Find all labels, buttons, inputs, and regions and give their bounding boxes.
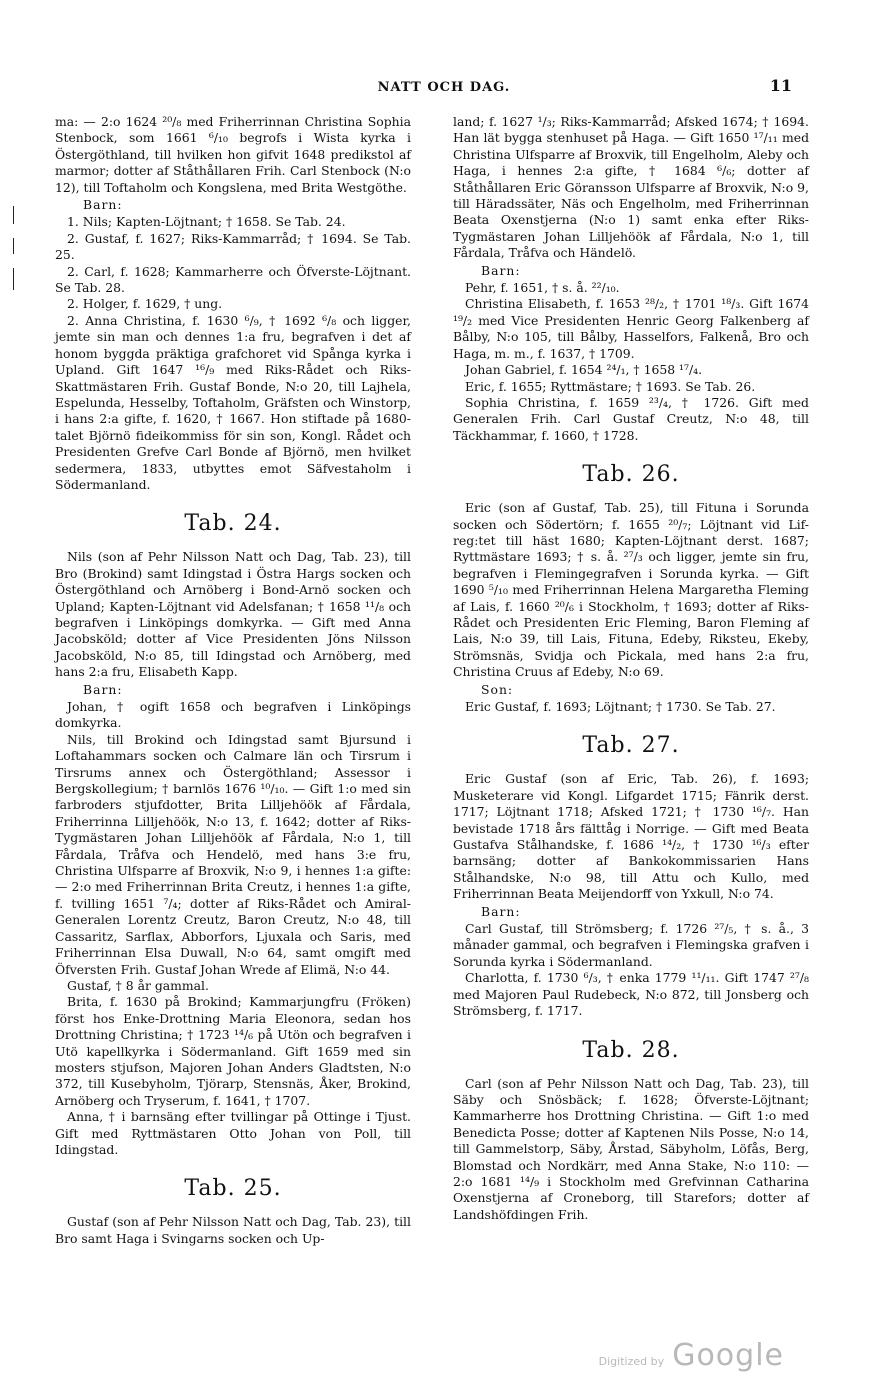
children-label: Barn: — [83, 197, 123, 213]
paragraph: Gustaf (son af Pehr Nilsson Natt och Dag, Tab. 23), till Bro samt Haga i Svingarns socken och Up- — [55, 1214, 411, 1246]
children-label: Barn: — [83, 681, 123, 697]
paragraph: land; f. 1627 ¹/₃; Riks-Kammarråd; Afsked 1674; † 1694. Han lät bygga stenhuset på Haga. — Gift 1650 ¹⁷/₁₁ med Christina Ulfsparre af Broxvik, till Engelholm, Aleby och Haga, i hennes 2:a gifte, † 1684 ⁶/₆; dotter af Ståthållaren Eric Göransson Ulfsparre af Broxvik, N:o 9, till Häradssäter, Näs och Engelholm, med Friherrinnan Beata Oxenstjerna (N:o 1) samt enka efter Riks-Tygmästaren Johan Lilljehöök af Fårdala, N:o 1, till Fårdala, Tråfva och Händelö. — [453, 114, 809, 261]
child-entry: Brita, f. 1630 på Brokind; Kammarjungfru (Fröken) först hos Enke-Drottning Maria Eleonora, sedan hos Drottning Christina; † 1723 ¹⁴/₆ på Utön och begrafven i Utö kapellkyrka i Södermanland. Gift 1659 med sin mosters stjufson, Majoren Johan Anders Gladtsten, N:o 372, till Kusebyholm, Tjörarp, Stensnäs, Åker, Brokind, Arnöberg och Tryserum, f. 1641, † 1707. — [55, 994, 411, 1108]
son-label: Son: — [481, 681, 514, 697]
child-entry: Johan Gabriel, f. 1654 ²⁴/₁, † 1658 ¹⁷/₄. — [465, 362, 703, 378]
child-entry: Eric, f. 1655; Ryttmästare; † 1693. Se Tab. 26. — [465, 378, 756, 394]
paragraph: Carl (son af Pehr Nilsson Natt och Dag, Tab. 23), till Säby och Snösbäck; f. 1628; Öfverste-Löjtnant; Kammarherre hos Drottning Christina. — Gift 1:o med Benedicta Posse; dotter af Kaptenen Nils Posse, N:o 14, till Gammelstorp, Säby, Årstad, Säbyholm, Löfås, Berg, Blomstad och Nordkärr, med Anna Stake, N:o 110: — 2:o 1681 ¹⁴/₉ i Stockholm med Grefvinnan Catharina Oxenstjerna af Croneborg, till Starefors; dotter af Landshöfdingen Frih. — [453, 1075, 809, 1222]
digitized-watermark — [599, 1338, 784, 1373]
child-entry: Christina Elisabeth, f. 1653 ²⁸/₂, † 1701 ¹⁸/₃. Gift 1674 ¹⁹/₂ med Vice Presidenten Henric Georg Falkenberg af Bålby, N:o 105, till Bålby, Hasselfors, Falkenå, Bro och Haga, m. m., f. 1637, † 1709. — [453, 296, 809, 361]
paragraph: Eric Gustaf (son af Eric, Tab. 26), f. 1693; Musketerare vid Kongl. Lifgardet 1715; Fänrik derst. 1717; Löjtnant 1718; Afsked 1721; † 1730 ¹⁶/₇. Han bevistade 1718 års fälttåg i Norrige. — Gift med Beata Gustafva Stålhandske, f. 1686 ¹⁴/₂, † 1730 ¹⁶/₃ efter barnsäng; dotter af Bankokommissarien Hans Stålhandske, N:o 98, till Attu och Kullo, med Friherrinnan Beata Meijendorff von Yxkull, N:o 74. — [453, 771, 809, 902]
child-entry: Nils, till Brokind och Idingstad samt Bjursund i Loftahammars socken och Calmare län och Tirsrum i Tirsrums annex och Östergöthland; Assessor i Bergskollegium; † barnlös 1676 ¹⁰/₁₀. — Gift 1:o med sin farbroders stjufdotter, Brita Lilljehöök af Fårdala, Friherrinna Lilljehöök, N:o 13, f. 1642; dotter af Riks-Tygmästaren Johan Lilljehöök af Fårdala, N:o 1, till Fårdala, Tråfva och Hendelö, med hans 3:e fru, Christina Ulfsparre af Broxvik, N:o 9, i hennes 1:a gifte: — 2:o med Friherrinnan Brita Creutz, i hennes 1:a gifte, f. tvilling 1651 ⁷/₄; dotter af Riks-Rådet och Amiral-Generalen Lorentz Creutz, Baron Creutz, N:o 48, till Cassaritz, Sarflax, Abborfors, Ljuxala och Saris, med Friherrinnan Elsa Duwall, N:o 64, samt omgift med Öfversten Frih. Gustaf Johan Wrede af Elimä, N:o 44. — [55, 731, 411, 977]
paragraph: ma: — 2:o 1624 ²⁰/₈ med Friherrinnan Christina Sophia Stenbock, som 1661 ⁶/₁₀ begrofs i Wista kyrka i Östergöthland, till hvilken hon gifvit 1648 predikstol af marmor; dotter af Ståthållaren Frih. Carl Stenbock (N:o 12), till Toftaholm och Kongslena, med Brita Westgöthe. — [55, 114, 411, 195]
child-entry: Gustaf, † 8 år gammal. — [67, 977, 209, 993]
google-logo: Google — [672, 1338, 784, 1373]
table-heading-26: Tab. 26. — [582, 462, 680, 488]
paragraph: Eric (son af Gustaf, Tab. 25), till Fituna i Sorunda socken och Södertörn; f. 1655 ²⁰/₇; Löjtnant vid Lif-reg:tet till häst 1680; Kapten-Löjtnant derst. 1687; Ryttmästare 1693; † s. å. ²⁷/₃ och ligger, jemte sin fru, begrafven i Flemingegrafven i Sorunda kyrka. — Gift 1690 ⁵/₁₀ med Friherrinnan Helena Margaretha Fleming af Lais, f. 1660 ²⁰/₆ i Stockholm, † 1693; dotter af Riks-Rådet och Presidenten Eric Fleming, Baron Fleming af Lais, N:o 39, till Lais, Fituna, Edeby, Riksteu, Ekeby, Strömsnäs, Svidja och Pickala, med hans 2:a fru, Christina Cruus af Edeby, N:o 69. — [453, 500, 809, 680]
child-entry: 2. Carl, f. 1628; Kammarherre och Öfverste-Löjtnant. Se Tab. 28. — [55, 263, 411, 296]
child-entry: Eric Gustaf, f. 1693; Löjtnant; † 1730. Se Tab. 27. — [465, 699, 776, 714]
table-heading-28: Tab. 28. — [582, 1037, 680, 1063]
child-entry: 1. Nils; Kapten-Löjtnant; † 1658. Se Tab. 24. — [67, 214, 346, 230]
margin-marks — [13, 206, 15, 304]
page-number: 11 — [769, 76, 792, 95]
running-title: NATT OCH DAG. — [377, 80, 511, 95]
paragraph: Nils (son af Pehr Nilsson Natt och Dag, Tab. 23), till Bro (Brokind) samt Idingstad i Östra Hargs socken och Östergöthland och Arnöberg i Bond-Arnö socken och Upland; Kapten-Löjtnant vid Adelsfanan; † 1658 ¹¹/₈ och begrafven i Linköpings domkyrka. — Gift med Anna Jacobsköld; dotter af Vice Presidenten Jöns Nilsson Jacobsköld, N:o 85, till Idingstad och Arnöberg, med hans 2:a fru, Elisabeth Kapp. — [55, 549, 411, 680]
right-column — [453, 114, 809, 1223]
child-entry: Carl Gustaf, till Strömsberg; f. 1726 ²⁷/₅, † s. å., 3 månader gammal, och begrafven i Flemingska grafven i Sorunda kyrka i Södermanland. — [453, 921, 809, 969]
table-heading-24: Tab. 24. — [184, 511, 282, 537]
child-entry: Sophia Christina, f. 1659 ²³/₄, † 1726. Gift med Generalen Frih. Carl Gustaf Creutz, N:o 48, till Täckhammar, f. 1660, † 1728. — [453, 394, 809, 443]
child-entry: Pehr, f. 1651, † s. å. ²²/₁₀. — [465, 280, 620, 296]
children-label: Barn: — [481, 262, 521, 278]
child-entry: Anna, † i barnsäng efter tvillingar på Ottinge i Tjust. Gift med Ryttmästaren Otto Johan von Poll, till Idingstad. — [55, 1109, 411, 1157]
children-label: Barn: — [481, 903, 521, 919]
table-heading-27: Tab. 27. — [582, 733, 680, 759]
child-entry: 2. Holger, f. 1629, † ung. — [67, 296, 223, 312]
child-entry: 2. Gustaf, f. 1627; Riks-Kammarråd; † 1694. Se Tab. 25. — [55, 230, 411, 263]
left-column — [55, 114, 411, 1247]
child-entry: Johan, † ogift 1658 och begrafven i Linköpings domkyrka. — [55, 699, 411, 731]
child-entry: Charlotta, f. 1730 ⁶/₃, † enka 1779 ¹¹/₁₁. Gift 1747 ²⁷/₈ med Majoren Paul Rudebeck, N:o 872, till Jonsberg och Strömsberg, f. 1717. — [453, 970, 809, 1019]
child-entry: 2. Anna Christina, f. 1630 ⁶/₉, † 1692 ⁶/₈ och ligger, jemte sin man och dennes 1:a fru, begrafven i det af honom byggda präktiga grafchoret vid Spånga kyrka i Upland. Gift 1647 ¹⁶/₉ med Riks-Rådet och Riks-Skattmästaren Frih. Gustaf Bonde, N:o 20, till Lajhela, Espelunda, Hesselby, Toftaholm, Gräfsten och Winstorp, i hans 2:a gifte, f. 1620, † 1667. Hon stiftade på 1680-talet Björnö fideikommiss för sin son, Kongl. Rådet och Presidenten Grefve Carl Bonde af Björnö, men hvilket sedermera, 1833, utbyttes emot Säfvestaholm i Södermanland. — [55, 312, 411, 492]
table-heading-25: Tab. 25. — [184, 1176, 282, 1202]
digitized-by-text: Digitized by — [598, 1355, 665, 1368]
